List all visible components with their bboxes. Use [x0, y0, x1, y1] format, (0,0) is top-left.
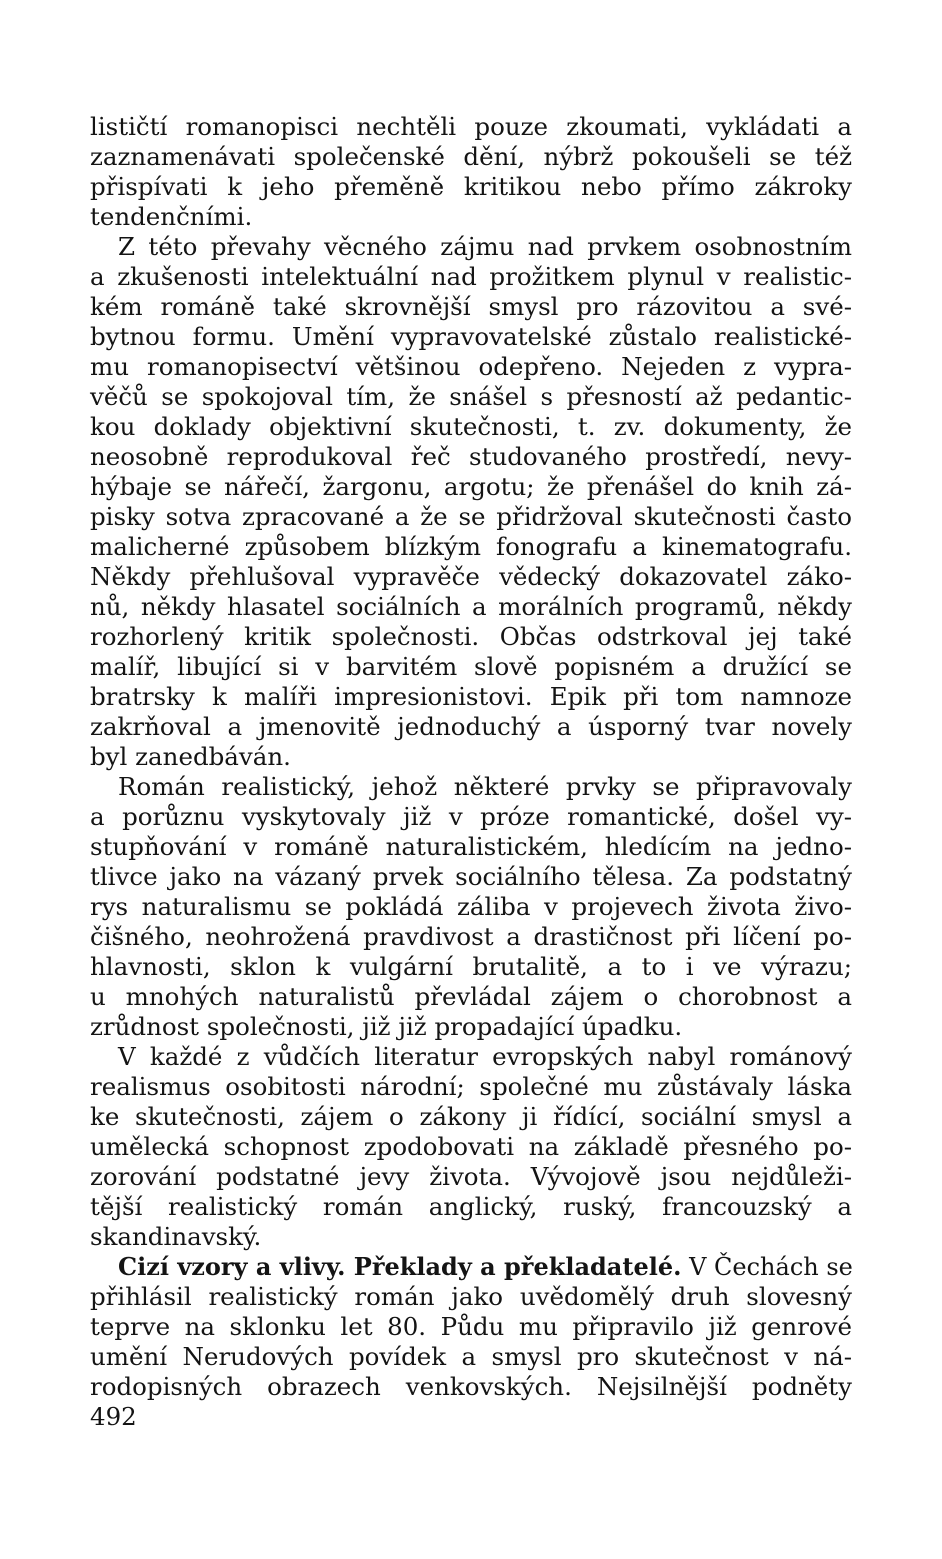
text-run: V Čechách se: [681, 1253, 853, 1281]
section-heading: Cizí vzory a vlivy. Překlady a překladatelé.: [118, 1252, 682, 1281]
paragraph: [90, 112, 852, 232]
text-line: přispívati k jeho přeměně kritikou nebo přímo zákroky: [90, 172, 852, 201]
text-line: a zkušenosti intelektuální nad prožitkem plynul v realistic-: [90, 262, 852, 291]
text-line: skandinavský.: [90, 1222, 262, 1251]
text-line: mu romanopisectví většinou odepřeno. Nejeden z vypra-: [90, 352, 852, 381]
text-line: věčů se spokojoval tím, že snášel s přesností až pedantic-: [90, 382, 852, 411]
text-line: tější realistický román anglický, ruský, francouzský a: [90, 1192, 852, 1221]
text-line: stupňování v románě naturalistickém, hledícím na jedno-: [90, 832, 852, 861]
text-line: Z této převahy věcného zájmu nad prvkem osobnostním: [118, 232, 852, 261]
text-line: u mnohých naturalistů převládal zájem o chorobnost a: [90, 982, 852, 1011]
text-line: zakrňoval a jmenovitě jednoduchý a úsporný tvar novely: [90, 712, 852, 741]
text-line: byl zanedbáván.: [90, 742, 291, 771]
text-line: nů, někdy hlasatel sociálních a morálních programů, někdy: [90, 592, 852, 621]
text-line: realismus osobitosti národní; společné mu zůstávaly láska: [90, 1072, 852, 1101]
text-line: lističtí romanopisci nechtěli pouze zkoumati, vykládati a: [90, 112, 852, 141]
text-line: rys naturalismu se pokládá záliba v projevech života živo-: [90, 892, 852, 921]
text-line: zorování podstatné jevy života. Vývojově jsou nejdůleži-: [90, 1162, 852, 1191]
page-number: 492: [90, 1402, 137, 1431]
text-line: rozhorlený kritik společnosti. Občas odstrkoval jej také: [90, 622, 852, 651]
text-line: [90, 1252, 852, 1282]
text-line: a porůznu vyskytovaly již v próze romantické, došel vy-: [90, 802, 852, 831]
body-text: [90, 112, 852, 1402]
text-line: bytnou formu. Umění vypravovatelské zůstalo realistické-: [90, 322, 852, 351]
text-line: umělecká schopnost zpodobovati na základě přesného po-: [90, 1132, 852, 1161]
text-line: hýbaje se nářečí, žargonu, argotu; že přenášel do knih zá-: [90, 472, 852, 501]
text-line: Někdy přehlušoval vypravěče vědecký dokazovatel záko-: [90, 562, 852, 591]
text-line: tlivce jako na vázaný prvek sociálního tělesa. Za podstatný: [90, 862, 852, 891]
text-line: pisky sotva zpracované a že se přidržoval skutečnosti často: [90, 502, 852, 531]
text-line: kém románě také skrovnější smysl pro rázovitou a své-: [90, 292, 852, 321]
text-line: tendenčními.: [90, 202, 253, 231]
text-line: Román realistický, jehož některé prvky se připravovaly: [118, 772, 852, 801]
text-line: rodopisných obrazech venkovských. Nejsilnější podněty: [90, 1372, 852, 1401]
paragraph: [90, 1042, 852, 1252]
paragraph: [90, 232, 852, 772]
text-line: čišného, neohrožená pravdivost a drastičnost při líčení po-: [90, 922, 852, 951]
text-line: teprve na sklonku let 80. Půdu mu připravilo již genrové: [90, 1312, 852, 1341]
paragraph: [90, 1252, 852, 1402]
text-line: hlavnosti, sklon k vulgární brutalitě, a to i ve výrazu;: [90, 952, 852, 981]
text-line: neosobně reprodukoval řeč studovaného prostředí, nevy-: [90, 442, 852, 471]
text-line: kou doklady objektivní skutečnosti, t. zv. dokumenty, že: [90, 412, 852, 441]
text-line: V každé z vůdčích literatur evropských nabyl románový: [118, 1042, 852, 1071]
text-line: zaznamenávati společenské dění, nýbrž pokoušeli se též: [90, 142, 852, 171]
text-line: zrůdnost společnosti, již již propadající úpadku.: [90, 1012, 683, 1041]
text-line: ke skutečnosti, zájem o zákony ji řídící, sociální smysl a: [90, 1102, 852, 1131]
text-line: malicherné způsobem blízkým fonografu a kinematografu.: [90, 532, 852, 561]
text-line: umění Nerudových povídek a smysl pro skutečnost v ná-: [90, 1342, 852, 1371]
text-line: malíř, libující si v barvitém slově popisném a družící se: [90, 652, 852, 681]
paragraph: [90, 772, 852, 1042]
text-line: přihlásil realistický román jako uvědomělý druh slovesný: [90, 1282, 852, 1311]
text-line: bratrsky k malíři impresionistovi. Epik při tom namnoze: [90, 682, 852, 711]
